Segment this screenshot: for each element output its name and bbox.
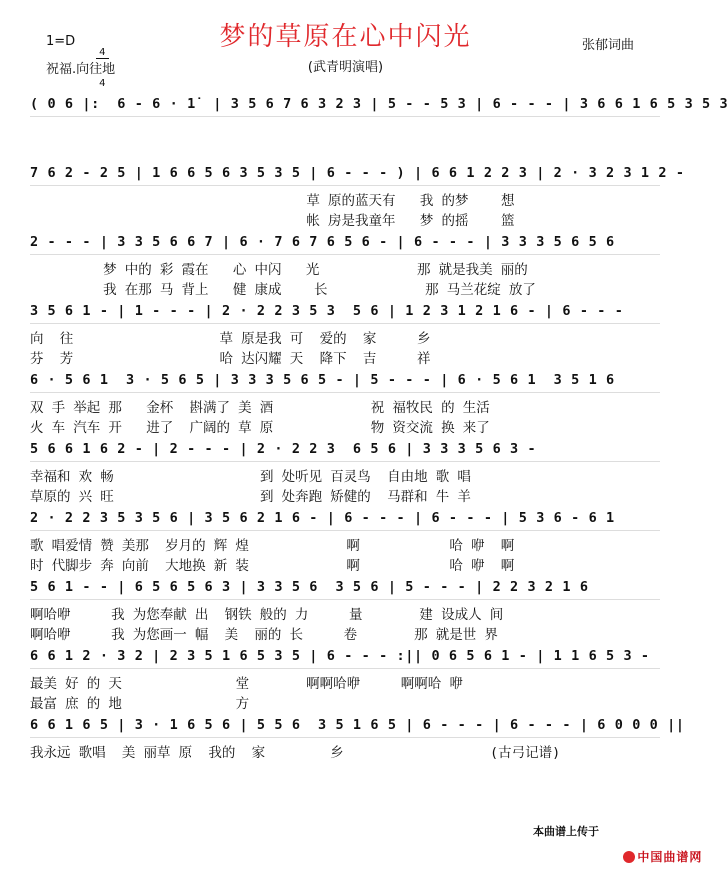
lyric-line: 帐 房是我童年 梦 的摇 篮	[30, 213, 515, 229]
row-divider	[30, 530, 660, 531]
logo-text: 中国曲谱网	[637, 850, 703, 864]
lyric-line: 向 往 草 原是我 可 爱的 家 乡	[30, 331, 431, 347]
row-divider	[30, 323, 660, 324]
lyric-line: 啊哈咿 我 为您画一 幅 美 丽的 长 卷 那 就是世 界	[30, 627, 498, 643]
notation-row: ( 0 6 |: 6 - 6 · 1̇ | 3 5 6 7 6 3 2 3 | 5 - - 5 3 | 6 - - - | 3 6 6 1 6 5 3 5 3	[30, 96, 728, 112]
meter-top: 4	[96, 48, 109, 59]
row-divider	[30, 668, 660, 669]
lyric-line: 啊哈咿 我 为您奉献 出 钢铁 般的 力 量 建 设成人 间	[30, 607, 504, 623]
song-title: 梦的草原在心中闪光	[219, 22, 472, 52]
notation-row: 6 · 5 6 1 3 · 5 6 5 | 3 3 3 5 6 5 - | 5 - - - | 6 · 5 6 1 3 5 1 6	[30, 372, 615, 388]
lyric-line: 时 代脚步 奔 向前 大地换 新 装 啊 哈 咿 啊	[30, 558, 515, 574]
lyric-line: 我永远 歌唱 美 丽草 原 我的 家 乡 (古弓记谱)	[30, 745, 561, 761]
performer-credit: (武青明演唱)	[307, 60, 384, 75]
logo-icon	[623, 851, 635, 863]
row-divider	[30, 116, 660, 117]
notation-row: 2 - - - | 3 3 5 6 6 7 | 6 · 7 6 7 6 5 6 - | 6 - - - | 3 3 3 5 6 5 6	[30, 234, 615, 250]
lyric-line: 双 手 举起 那 金杯 斟满了 美 酒 祝 福牧民 的 生活	[30, 400, 490, 416]
notation-row: 6 6 1 6 5 | 3 · 1 6 5 6 | 5 5 6 3 5 1 6 5 | 6 - - - | 6 - - - | 6 0 0 0 ||	[30, 717, 685, 733]
performance-style: 祝福.向往地	[46, 62, 116, 77]
row-divider	[30, 185, 660, 186]
notation-row: 7 6 2 - 2 5 | 1 6 6 5 6 3 5 3 5 | 6 - - - ) | 6 6 1 2 2 3 | 2 · 3 2 3 1 2 -	[30, 165, 685, 181]
row-divider	[30, 392, 660, 393]
upload-label: 本曲谱上传于	[533, 825, 599, 838]
row-divider	[30, 599, 660, 600]
notation-row: 3 5 6 1 - | 1 - - - | 2 · 2 2 3 5 3 5 6 | 1 2 3 1 2 1 6 - | 6 - - -	[30, 303, 624, 319]
lyric-line: 我 在那 马 背上 健 康成 长 那 马兰花绽 放了	[30, 282, 536, 298]
lyric-line: 歌 唱爱情 赞 美那 岁月的 辉 煌 啊 哈 咿 啊	[30, 538, 515, 554]
lyric-line: 火 车 汽车 开 进了 广阔的 草 原 物 资交流 换 来了	[30, 420, 490, 436]
row-divider	[30, 254, 660, 255]
notation-row: 6 6 1 2 · 3 2 | 2 3 5 1 6 5 3 5 | 6 - - - :|| 0 6 5 6 1 - | 1 1 6 5 3 -	[30, 648, 650, 664]
lyric-line: 幸福和 欢 畅 到 处听见 百灵鸟 自由地 歌 唱	[30, 469, 471, 485]
site-logo[interactable]	[603, 827, 703, 864]
lyric-line: 梦 中的 彩 霞在 心 中闪 光 那 就是我美 丽的	[30, 262, 528, 278]
lyric-line: 草 原的蓝天有 我 的梦 想	[30, 193, 515, 209]
lyric-line: 草原的 兴 旺 到 处奔跑 矫健的 马群和 牛 羊	[30, 489, 471, 505]
lyric-line: 芬 芳 哈 达闪耀 天 降下 吉 祥	[30, 351, 431, 367]
notation-row: 5 6 6 1 6 2 - | 2 - - - | 2 · 2 2 3 6 5 6 | 3 3 3 5 6 3 -	[30, 441, 537, 457]
notation-row: 2 · 2 2 3 5 3 5 6 | 3 5 6 2 1 6 - | 6 - - - | 6 - - - | 5 3 6 - 6 1	[30, 510, 615, 526]
lyric-line: 最富 庶 的 地 方	[30, 696, 250, 712]
row-divider	[30, 461, 660, 462]
meter-bottom: 4	[99, 78, 106, 89]
notation-row: 5 6 1 - - | 6 5 6 5 6 3 | 3 3 5 6 3 5 6 | 5 - - - | 2 2 3 2 1 6	[30, 579, 589, 595]
row-divider	[30, 737, 660, 738]
lyricist-credit: 张郁词曲	[582, 38, 635, 53]
key-signature: 1=D	[46, 34, 76, 49]
lyric-line: 最美 好 的 天 堂 啊啊哈咿 啊啊哈 咿	[30, 676, 463, 692]
